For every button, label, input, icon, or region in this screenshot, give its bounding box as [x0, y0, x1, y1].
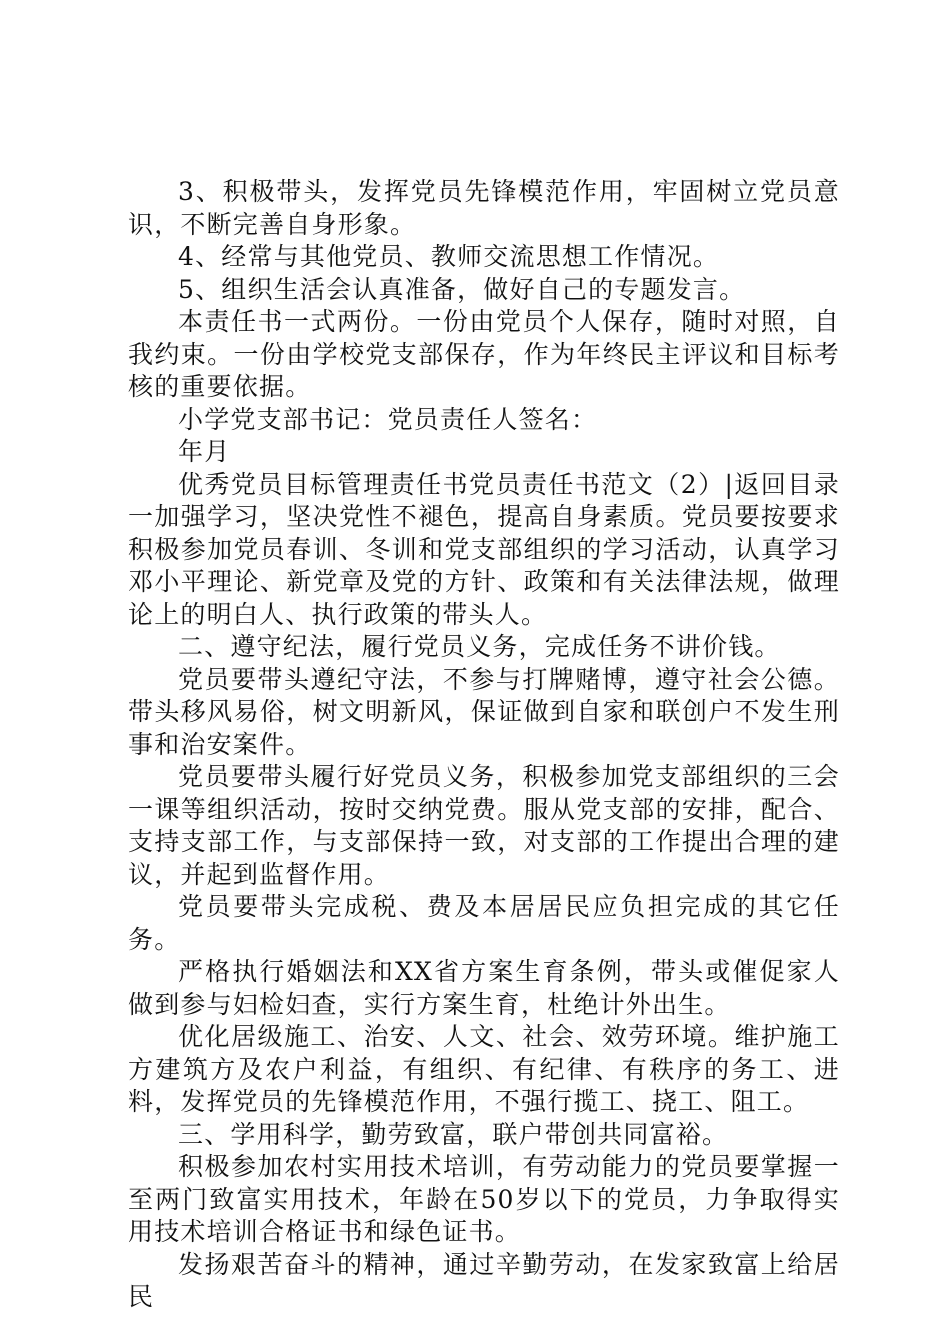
paragraph-heading-three: 三、学用科学，勤劳致富，联户带创共同富裕。	[178, 1119, 729, 1149]
paragraph-signature-line: 小学党支部书记：党员责任人签名：	[178, 404, 598, 434]
paragraph-duties: 党员要带头履行好党员义务，积极参加党支部组织的三会一课等组织活动，按时交纳党费。服从党支部的安排，配合、支持支部工作，与支部保持一致，对支部的工作提出合理的建议，并起到监督作用。	[128, 762, 840, 889]
paragraph-taxes: 党员要带头完成税、费及本居居民应负担完成的其它任务。	[128, 892, 840, 954]
paragraph-heading-two: 二、遵守纪法，履行党员义务，完成任务不讲价钱。	[178, 632, 781, 661]
paragraph-item-4: 4、经常与其他党员、教师交流思想工作情况。	[178, 242, 720, 271]
paragraph-section-title-2: 优秀党员目标管理责任书党员责任书范文（2）|返回目录一加强学习，坚决党性不褪色，提高自身素质。党员要按要求积极参加党员春训、冬训和党支部组织的学习活动，认真学习邓小平理论、新党章及党的方针、政策和有关法律法规，做理论上的明白人、执行政策的带头人。	[128, 469, 840, 629]
paragraph-hard-work: 发扬艰苦奋斗的精神，通过辛勤劳动，在发家致富上给居民	[128, 1249, 840, 1311]
paragraph-date-line: 年月	[178, 437, 231, 466]
paragraph-law-abiding: 党员要带头遵纪守法，不参与打牌赌博，遵守社会公德。带头移风易俗，树文明新风，保证做到自家和联创户不发生刑事和治安案件。	[128, 664, 840, 759]
paragraph-item-5: 5、组织生活会认真准备，做好自己的专题发言。	[178, 274, 746, 304]
paragraph-training: 积极参加农村实用技术培训，有劳动能力的党员要掌握一至两门致富实用技术，年龄在50岁以下的党员，力争取得实用技术培训合格证书和绿色证书。	[128, 1152, 840, 1246]
paragraph-family-planning: 严格执行婚姻法和XX省方案生育条例，带头或催促家人做到参与妇检妇查，实行方案生育，杜绝计外出生。	[128, 957, 840, 1019]
paragraph-item-3: 3、积极带头，发挥党员先锋模范作用，牢固树立党员意识，不断完善自身形象。	[128, 177, 840, 239]
paragraph-copies-note: 本责任书一式两份。一份由党员个人保存，随时对照，自我约束。一份由学校党支部保存，作为年终民主评议和目标考核的重要依据。	[128, 307, 840, 401]
document-body	[128, 176, 840, 1314]
paragraph-environment: 优化居级施工、治安、人文、社会、效劳环境。维护施工方建筑方及农户利益，有组织、有纪律、有秩序的务工、进料，发挥党员的先锋模范作用，不强行揽工、挠工、阻工。	[128, 1022, 840, 1116]
